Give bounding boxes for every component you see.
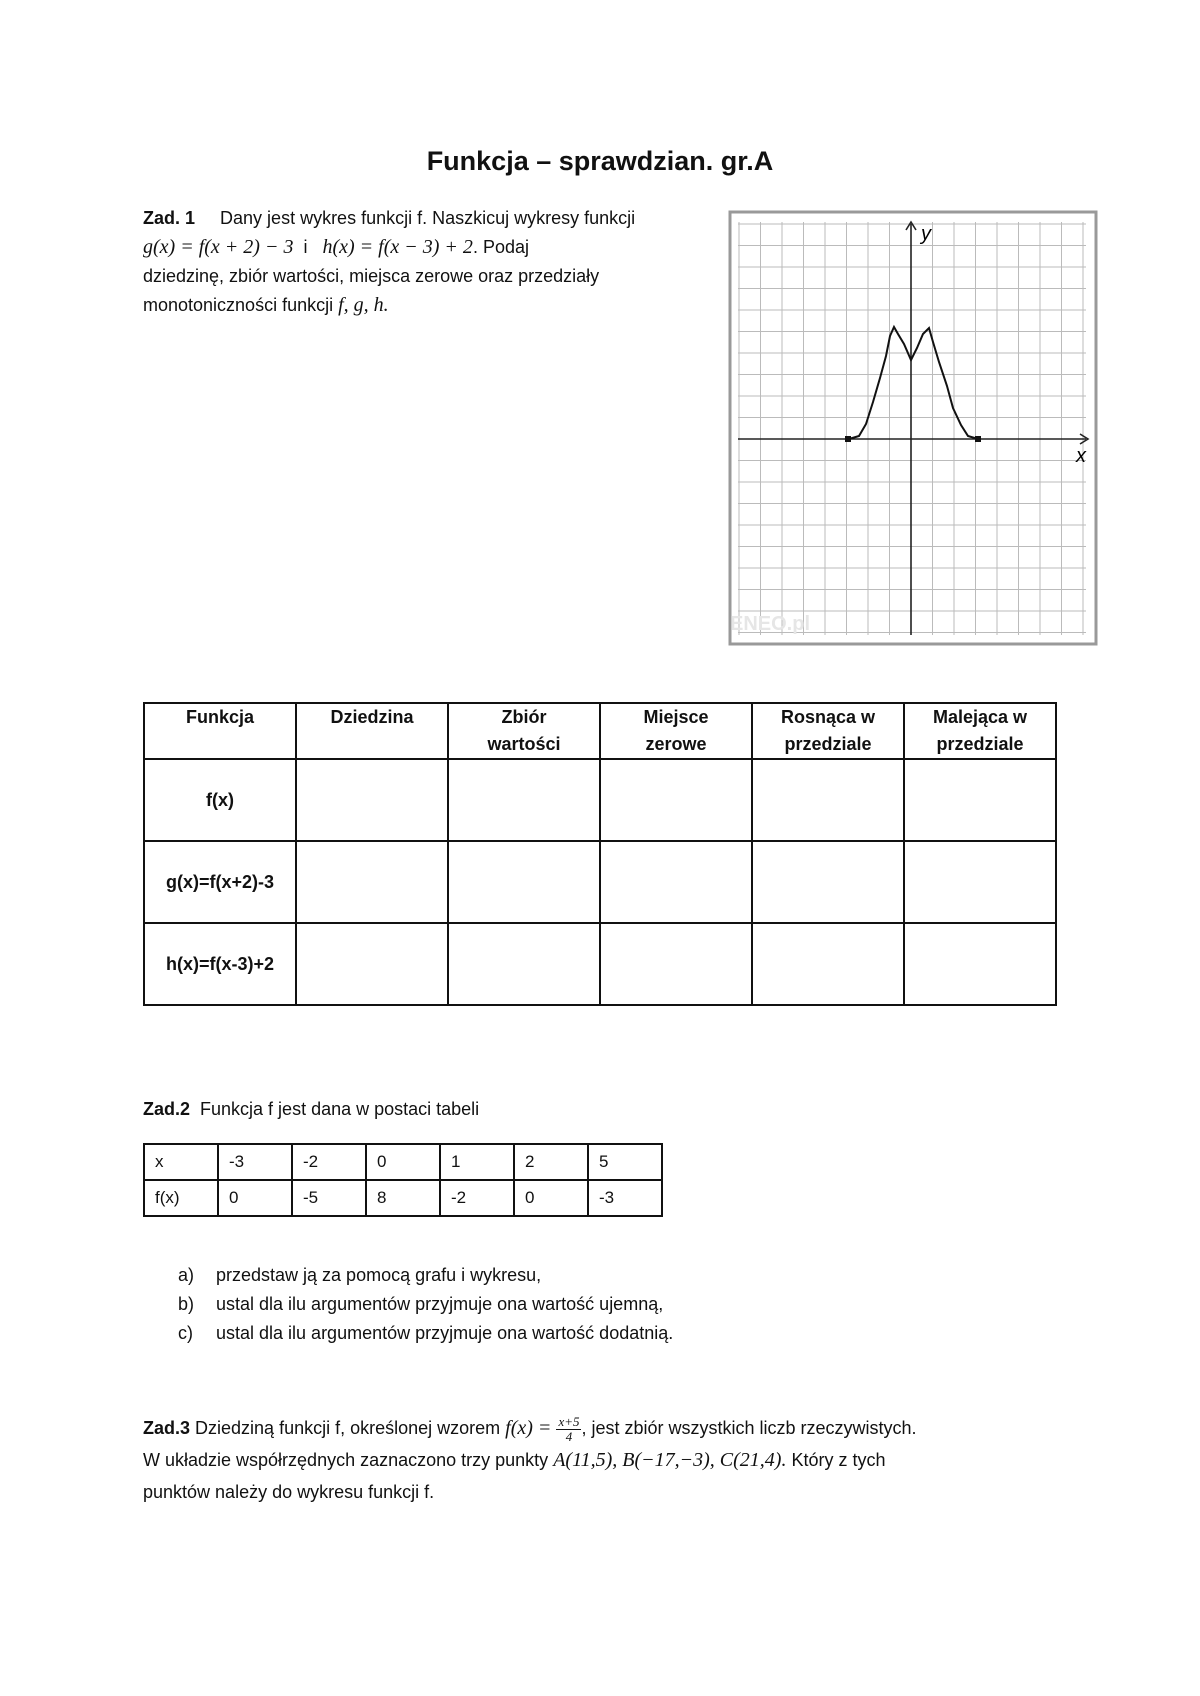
table-header-row [144,703,1056,759]
task2-list [178,1261,673,1348]
answer-cell[interactable] [752,923,904,1005]
row-label: g(x)=f(x+2)-3 [144,841,296,923]
task1-line4: monotoniczności funkcji [143,295,334,315]
task2-heading [143,1095,479,1124]
task3-text1-tail: , jest zbiór wszystkich liczb rzeczywistych. [581,1418,917,1438]
task1-line3: dziedzinę, zbiór wartości, miejsca zerowe oraz przedziały [143,266,600,286]
answer-cell[interactable] [448,841,600,923]
table-cell: 8 [366,1180,440,1216]
answer-cell[interactable] [600,923,752,1005]
list-item: c) ustal dla ilu argumentów przyjmuje ona wartość dodatnią. [178,1323,674,1343]
table-cell: -3 [588,1180,662,1216]
header-cell: Dziedzina [296,703,448,759]
list-item: b) ustal dla ilu argumentów przyjmuje ona wartość ujemną, [178,1294,664,1314]
task1-line2-tail: . Podaj [472,237,529,257]
table-cell: -2 [292,1144,366,1180]
table-cell: 5 [588,1144,662,1180]
row-label: h(x)=f(x-3)+2 [144,923,296,1005]
header-cell: Malejąca w przedziale [904,703,1056,759]
task1-text [143,204,703,320]
table-cell: -3 [218,1144,292,1180]
task2-table [143,1143,663,1217]
task1-line1: Dany jest wykres funkcji f. Naszkicuj wykresy funkcji [220,208,636,228]
header-cell: Rosnąca w przedziale [752,703,904,759]
answer-cell[interactable] [296,841,448,923]
answer-cell[interactable] [904,923,1056,1005]
table-cell: 2 [514,1144,588,1180]
endpoint-right [975,436,981,442]
table-row [144,759,1056,841]
x-axis-label: x [1076,445,1086,467]
table-cell: x [144,1144,218,1180]
table-row-fx [144,1180,662,1216]
table-cell: 0 [218,1180,292,1216]
header-cell: Funkcja [144,703,296,759]
function-graph [728,210,1100,648]
answer-cell[interactable] [448,759,600,841]
header-cell: Zbiór wartości [448,703,600,759]
answer-cell[interactable] [904,759,1056,841]
table-cell: -2 [440,1180,514,1216]
endpoint-left [845,436,851,442]
fraction-denominator: 4 [565,1428,573,1444]
fraction-numerator: x+5 [558,1413,580,1429]
task3-points: A(11,5), B(−17,−3), C(21,4). [553,1449,787,1471]
answer-cell[interactable] [752,841,904,923]
list-item: a) przedstaw ją za pomocą grafu i wykresu, [178,1265,542,1285]
task3-label: Zad.3 [143,1418,191,1438]
table-row [144,923,1056,1005]
h-formula: h(x) = f(x − 3) + 2 [322,236,473,258]
answer-cell[interactable] [904,841,1056,923]
answer-cell[interactable] [296,759,448,841]
table-cell: f(x) [144,1180,218,1216]
task3-text1: Dziedziną funkcji f, określonej wzorem [195,1418,501,1438]
table-row-x [144,1144,662,1180]
y-axis-label: y [921,223,931,245]
task3-text [143,1412,1103,1508]
header-cell: Miejsce zerowe [600,703,752,759]
task3-formula-lhs: f(x) = [505,1417,552,1439]
table-cell: 0 [366,1144,440,1180]
task1-table [143,702,1057,1006]
g-formula: g(x) = f(x + 2) − 3 [143,236,294,258]
task3-text2-tail: Który z tych [791,1450,886,1470]
answer-cell[interactable] [752,759,904,841]
task2-text: Funkcja f jest dana w postaci tabeli [200,1099,480,1119]
answer-cell[interactable] [600,759,752,841]
row-label: f(x) [144,759,296,841]
conjunction: i [303,237,308,257]
task3-text3: punktów należy do wykresu funkcji f. [143,1482,435,1502]
graph-frame [730,212,1096,644]
task2-label: Zad.2 [143,1099,191,1119]
answer-cell[interactable] [448,923,600,1005]
page-title: Funkcja – sprawdzian. gr.A [426,146,774,176]
task3-text2: W układzie współrzędnych zaznaczono trzy punkty [143,1450,549,1470]
table-cell: 1 [440,1144,514,1180]
answer-cell[interactable] [600,841,752,923]
fraction [556,1415,581,1444]
watermark: ENEO.pl [730,613,811,635]
answer-cell[interactable] [296,923,448,1005]
table-cell: 0 [514,1180,588,1216]
table-cell: -5 [292,1180,366,1216]
table-row [144,841,1056,923]
task1-line4-math: f, g, h. [338,294,389,316]
task1-label: Zad. 1 [143,208,196,228]
